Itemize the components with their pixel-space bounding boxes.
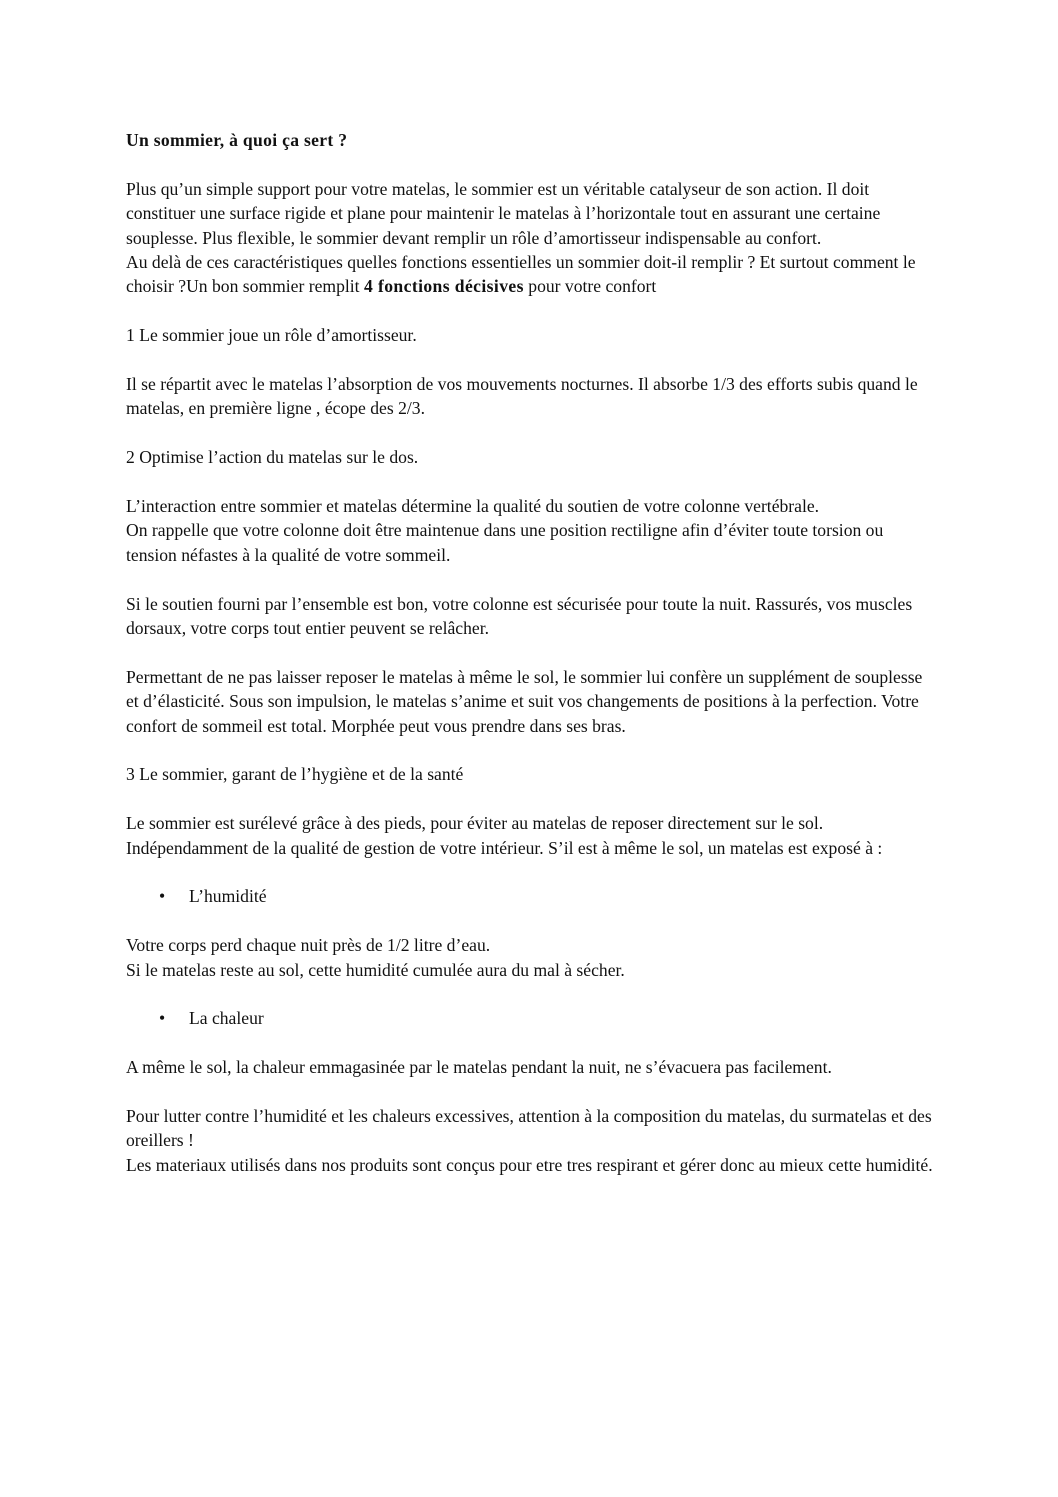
document-page [126,128,936,1177]
document-title: Un sommier, à quoi ça sert ? [126,130,348,150]
section-3-text-1b: Indépendamment de la qualité de gestion de votre intérieur. S’il est à même le sol, un matelas est exposé à : [126,837,883,858]
section-2-paragraph-3: Permettant de ne pas laisser reposer le matelas à même le sol, le sommier lui confère un supplément de souplesse et d’élasticité. Sous son impulsion, le matelas s’anime et suit vos changements de positions à la perfection. Votre confort de sommeil est total. Morphée peut vous prendre dans ses bras. [126,666,923,736]
bullet-item-humidity [126,884,936,908]
bullet-item-heat [126,1006,936,1030]
section-2-paragraph-1 [126,494,936,567]
section-3-text-4a: Pour lutter contre l’humidité et les chaleurs excessives, attention à la composition du matelas, du surmatelas et des oreillers ! [126,1106,932,1151]
intro-text-1: Plus qu’un simple support pour votre matelas, le sommier est un véritable catalyseur de son action. Il doit constituer une surface rigide et plane pour maintenir le matelas à l’horizontale tout en assurant une certaine souplesse. Plus flexible, le sommier devant remplir un rôle d’amortisseur indispensable au confort. [126,178,881,248]
intro-text-2-bold: 4 fonctions décisives [363,276,524,297]
section-2-paragraph-2: Si le soutien fourni par l’ensemble est bon, votre colonne est sécurisée pour toute la nuit. Rassurés, vos muscles dorsaux, votre corps tout entier peuvent se relâcher. [126,593,913,639]
intro-paragraph [126,177,936,299]
intro-text-2-start: Au delà de ces caractéristiques quelles fonctions essentielles un sommier doit-il remplir ? Et surtout comment le choisir ?Un bon sommier remplit [126,252,916,297]
section-3-heading: 3 Le sommier, garant de l’hygiène et de la santé [126,764,464,785]
section-2-heading: 2 Optimise l’action du matelas sur le dos. [126,447,419,468]
bullet-text-humidity: L’humidité [189,886,267,907]
section-2-text-1b: On rappelle que votre colonne doit être maintenue dans une position rectiligne afin d’éviter toute torsion ou tension néfastes à la qualité de votre sommeil. [126,520,884,565]
section-3-text-1a: Le sommier est surélevé grâce à des pieds, pour éviter au matelas de reposer directement sur le sol. [126,813,824,834]
section-3-paragraph-1 [126,811,936,860]
bullet-dot-icon: • [159,1008,166,1029]
section-3-paragraph-2 [126,933,936,982]
section-1-paragraph: Il se répartit avec le matelas l’absorption de vos mouvements nocturnes. Il absorbe 1/3 des efforts subis quand le matelas, en première ligne , écope des 2/3. [126,374,918,419]
bullet-text-heat: La chaleur [189,1008,264,1029]
section-1-heading: 1 Le sommier joue un rôle d’amortisseur. [126,325,417,346]
section-3-text-2a: Votre corps perd chaque nuit près de 1/2 litre d’eau. [126,935,491,956]
section-3-text-4b: Les materiaux utilisés dans nos produits sont conçus pour etre tres respirant et gérer donc au mieux cette humidité. [126,1154,933,1175]
section-2-text-1a: L’interaction entre sommier et matelas détermine la qualité du soutien de votre colonne vertébrale. [126,496,820,517]
section-3-paragraph-3: A même le sol, la chaleur emmagasinée par le matelas pendant la nuit, ne s’évacuera pas facilement. [126,1057,832,1078]
section-3-text-2b: Si le matelas reste au sol, cette humidité cumulée aura du mal à sécher. [126,959,625,980]
bullet-dot-icon: • [159,886,166,907]
intro-text-2-end: pour votre confort [523,276,657,297]
section-3-paragraph-4 [126,1104,936,1177]
